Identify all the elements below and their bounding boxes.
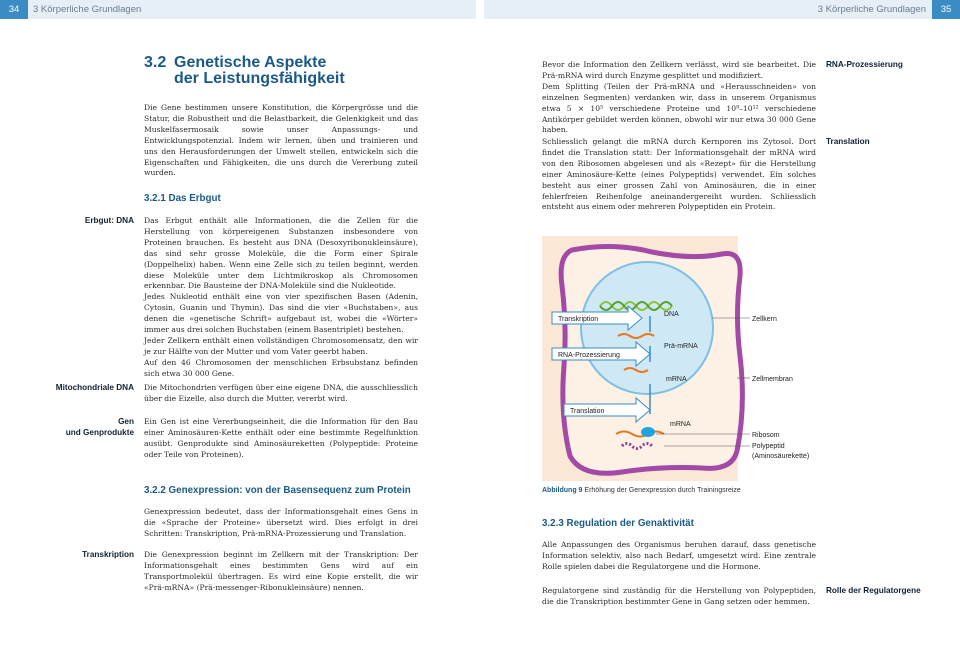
side-mito: Mitochondriale DNA bbox=[55, 383, 134, 392]
expression-text: Genexpression bedeutet, dass der Informationsgehalt eines Gens in die «Sprache der Proteine» übersetzt wird. Dies erfolgt in drei Schritten: Transkription, Prä-mRNA-Prozessierung und Translation. bbox=[144, 507, 418, 538]
label-transkription: Transkription bbox=[558, 316, 599, 323]
label-mrna-cytosol: mRNA bbox=[670, 421, 691, 428]
side-erbgut: Erbgut: DNA bbox=[84, 216, 134, 225]
label-polypeptid: Polypeptid bbox=[752, 443, 785, 450]
label-pre-mrna: Prä-mRNA bbox=[664, 343, 698, 350]
right-running-title: 3 Körperliche Grundlagen bbox=[817, 4, 926, 15]
caption-label: Abbildung 9 bbox=[542, 487, 583, 494]
ribosome bbox=[641, 427, 655, 437]
heading-322: 3.2.2 Genexpression: von der Basensequenz zum Protein bbox=[144, 485, 411, 496]
erbgut-text: Das Erbgut enthält alle Informationen, die die Zellen für die Herstellung von körpereigenen Substanzen insbesondere von Proteinen brauchen. Es besteht aus DNA (Desoxyribonukleinsäure), das sind sehr grosse Moleküle, die die Form einer Spirale (Doppelhelix) haben. Wenn eine Zelle sich zu teilen beginnt, werden diese Moleküle unter dem Lichtmikroskop als Chromosomen erkennbar. Die Bausteine der DNA-Moleküle sind die Nukleotide. Jedes Nukleotid enthält eine von vier spezifischen Basen (Adenin, Cytosin, Guanin und Thymin). Das sind die vier «Buchstaben», aus denen die «genetische Schrift» aufgebaut ist, wobei die «Wörter» immer aus drei solchen Buchstaben (einem Basentriplet) bestehen. Jeder Zellkern enthält einen vollständigen Chromosomensatz, den wir je zur Hälfte von der Mutter und vom Vater geerbt haben. Auf den 46 Chromosomen der menschlichen Erbsubstanz befinden sich etwa 30 000 Gene. bbox=[144, 216, 418, 378]
gen-text: Ein Gen ist eine Vererbungseinheit, die die Information für den Bau einer Aminosäuren-Kette enthält oder eine bestimmte Regelfunktion ausübt. Genprodukte sind Aminosäureketten (Polypeptide: Proteine oder Teile von Proteinen). bbox=[144, 417, 418, 459]
side-gen-line1: Gen bbox=[118, 417, 134, 426]
gene-expression-diagram bbox=[542, 236, 842, 486]
heading-323: 3.2.3 Regulation der Genaktivität bbox=[542, 518, 694, 529]
label-zellkern: Zellkern bbox=[752, 316, 777, 323]
label-zellmembran: Zellmembran bbox=[752, 376, 793, 383]
side-rna-prozessierung: RNA-Prozessierung bbox=[826, 60, 903, 69]
section-number: 3.2 bbox=[144, 54, 167, 71]
rna-text: Bevor die Information den Zellkern verlässt, wird sie bearbeitet. Die Prä-mRNA wird durch Enzyme gesplittet und modifiziert. Dem Splitting (Teilen der Prä-mRNA und «Herausschneiden» von einzelnen Segmenten) verdanken wir, dass in unserem Organismus etwa 5 × 10⁵ verschiedene Proteine und 10⁹–10¹² verschiedene Antikörper gebildet werden können, obwohl wir nur etwa 30 000 Gene haben. bbox=[542, 60, 816, 135]
side-regulatorgene: Rolle der Regulatorgene bbox=[826, 586, 921, 595]
section-title-line2: der Leistungsfähigkeit bbox=[174, 70, 345, 87]
side-gen bbox=[40, 417, 134, 438]
regulation-text-2: Regulatorgene sind zuständig für die Herstellung von Polypeptiden, die die Transkription bestimmter Gene in Gang setzen oder hemmen. bbox=[542, 586, 816, 606]
right-page-number: 35 bbox=[932, 0, 960, 19]
label-aminosaeure: (Aminosäurekette) bbox=[752, 453, 810, 460]
caption-text: Erhöhung der Genexpression durch Trainingsreize bbox=[584, 487, 741, 494]
label-mrna-nucleus: mRNA bbox=[666, 376, 687, 383]
translation-text: Schliesslich gelangt die mRNA durch Kernporen ins Zytosol. Dort findet die Translation statt: Der Informationsgehalt der mRNA wird von den Ribosomen abgelesen und als «Rezept» für die Herstellung einer Aminosäure-Kette (eines Polypeptids) verwendet. Ein solches besteht aus einer grossen Zahl von Aminosäuren, die in einer fehlerfreien Reihenfolge aneinandergereiht wurden. Schliesslich entsteht aus einem oder mehreren Polypeptiden ein Protein. bbox=[542, 137, 816, 212]
left-page-number: 34 bbox=[0, 0, 28, 19]
nucleus bbox=[581, 262, 713, 394]
side-translation: Translation bbox=[826, 137, 870, 146]
section-title-line1: Genetische Aspekte bbox=[174, 54, 327, 71]
mito-text: Die Mitochondrien verfügen über eine eigene DNA, die ausschliesslich über die Eizelle, also durch die Mutter, vererbt wird. bbox=[144, 383, 418, 403]
regulation-text-1: Alle Anpassungen des Organismus beruhen darauf, dass genetische Information selektiv, also nach Bedarf, umgesetzt wird. Eine zentrale Rolle spielen dabei die Regulatorgene und die Hormone. bbox=[542, 540, 816, 571]
label-rna-prozessierung: RNA-Prozessierung bbox=[558, 352, 620, 359]
figure-caption bbox=[542, 487, 741, 494]
side-transkription: Transkription bbox=[82, 550, 134, 559]
left-running-title: 3 Körperliche Grundlagen bbox=[33, 4, 142, 15]
side-gen-line2: und Genprodukte bbox=[65, 427, 134, 437]
intro-paragraph: Die Gene bestimmen unsere Konstitution, die Körpergrösse und die Statur, die Robustheit und die Belastbarkeit, die Gelenkigkeit und das Muskelfasermosaik sowie unser Anpassungs- und Entwicklungspotenzial. Indem wir lernen, üben und trainieren und uns den Herausforderungen der Umwelt stellen, entwickeln sich die Eigenschaften und Fähigkeiten, die uns durch die Vererbung zuteil wurden. bbox=[144, 103, 418, 178]
label-ribosom: Ribosom bbox=[752, 432, 780, 439]
transkription-text: Die Genexpression beginnt im Zellkern mit der Transkription: Der Informationsgehalt eines bestimmten Gens wird auf ein Transportmolekül übertragen. Es wird eine Kopie erstellt, die wir «Prä-mRNA» (Prä-messenger-Ribonukleinsäure) nennen. bbox=[144, 550, 418, 592]
label-translation: Translation bbox=[570, 408, 605, 415]
heading-321: 3.2.1 Das Erbgut bbox=[144, 193, 221, 204]
label-dna: DNA bbox=[664, 311, 679, 318]
